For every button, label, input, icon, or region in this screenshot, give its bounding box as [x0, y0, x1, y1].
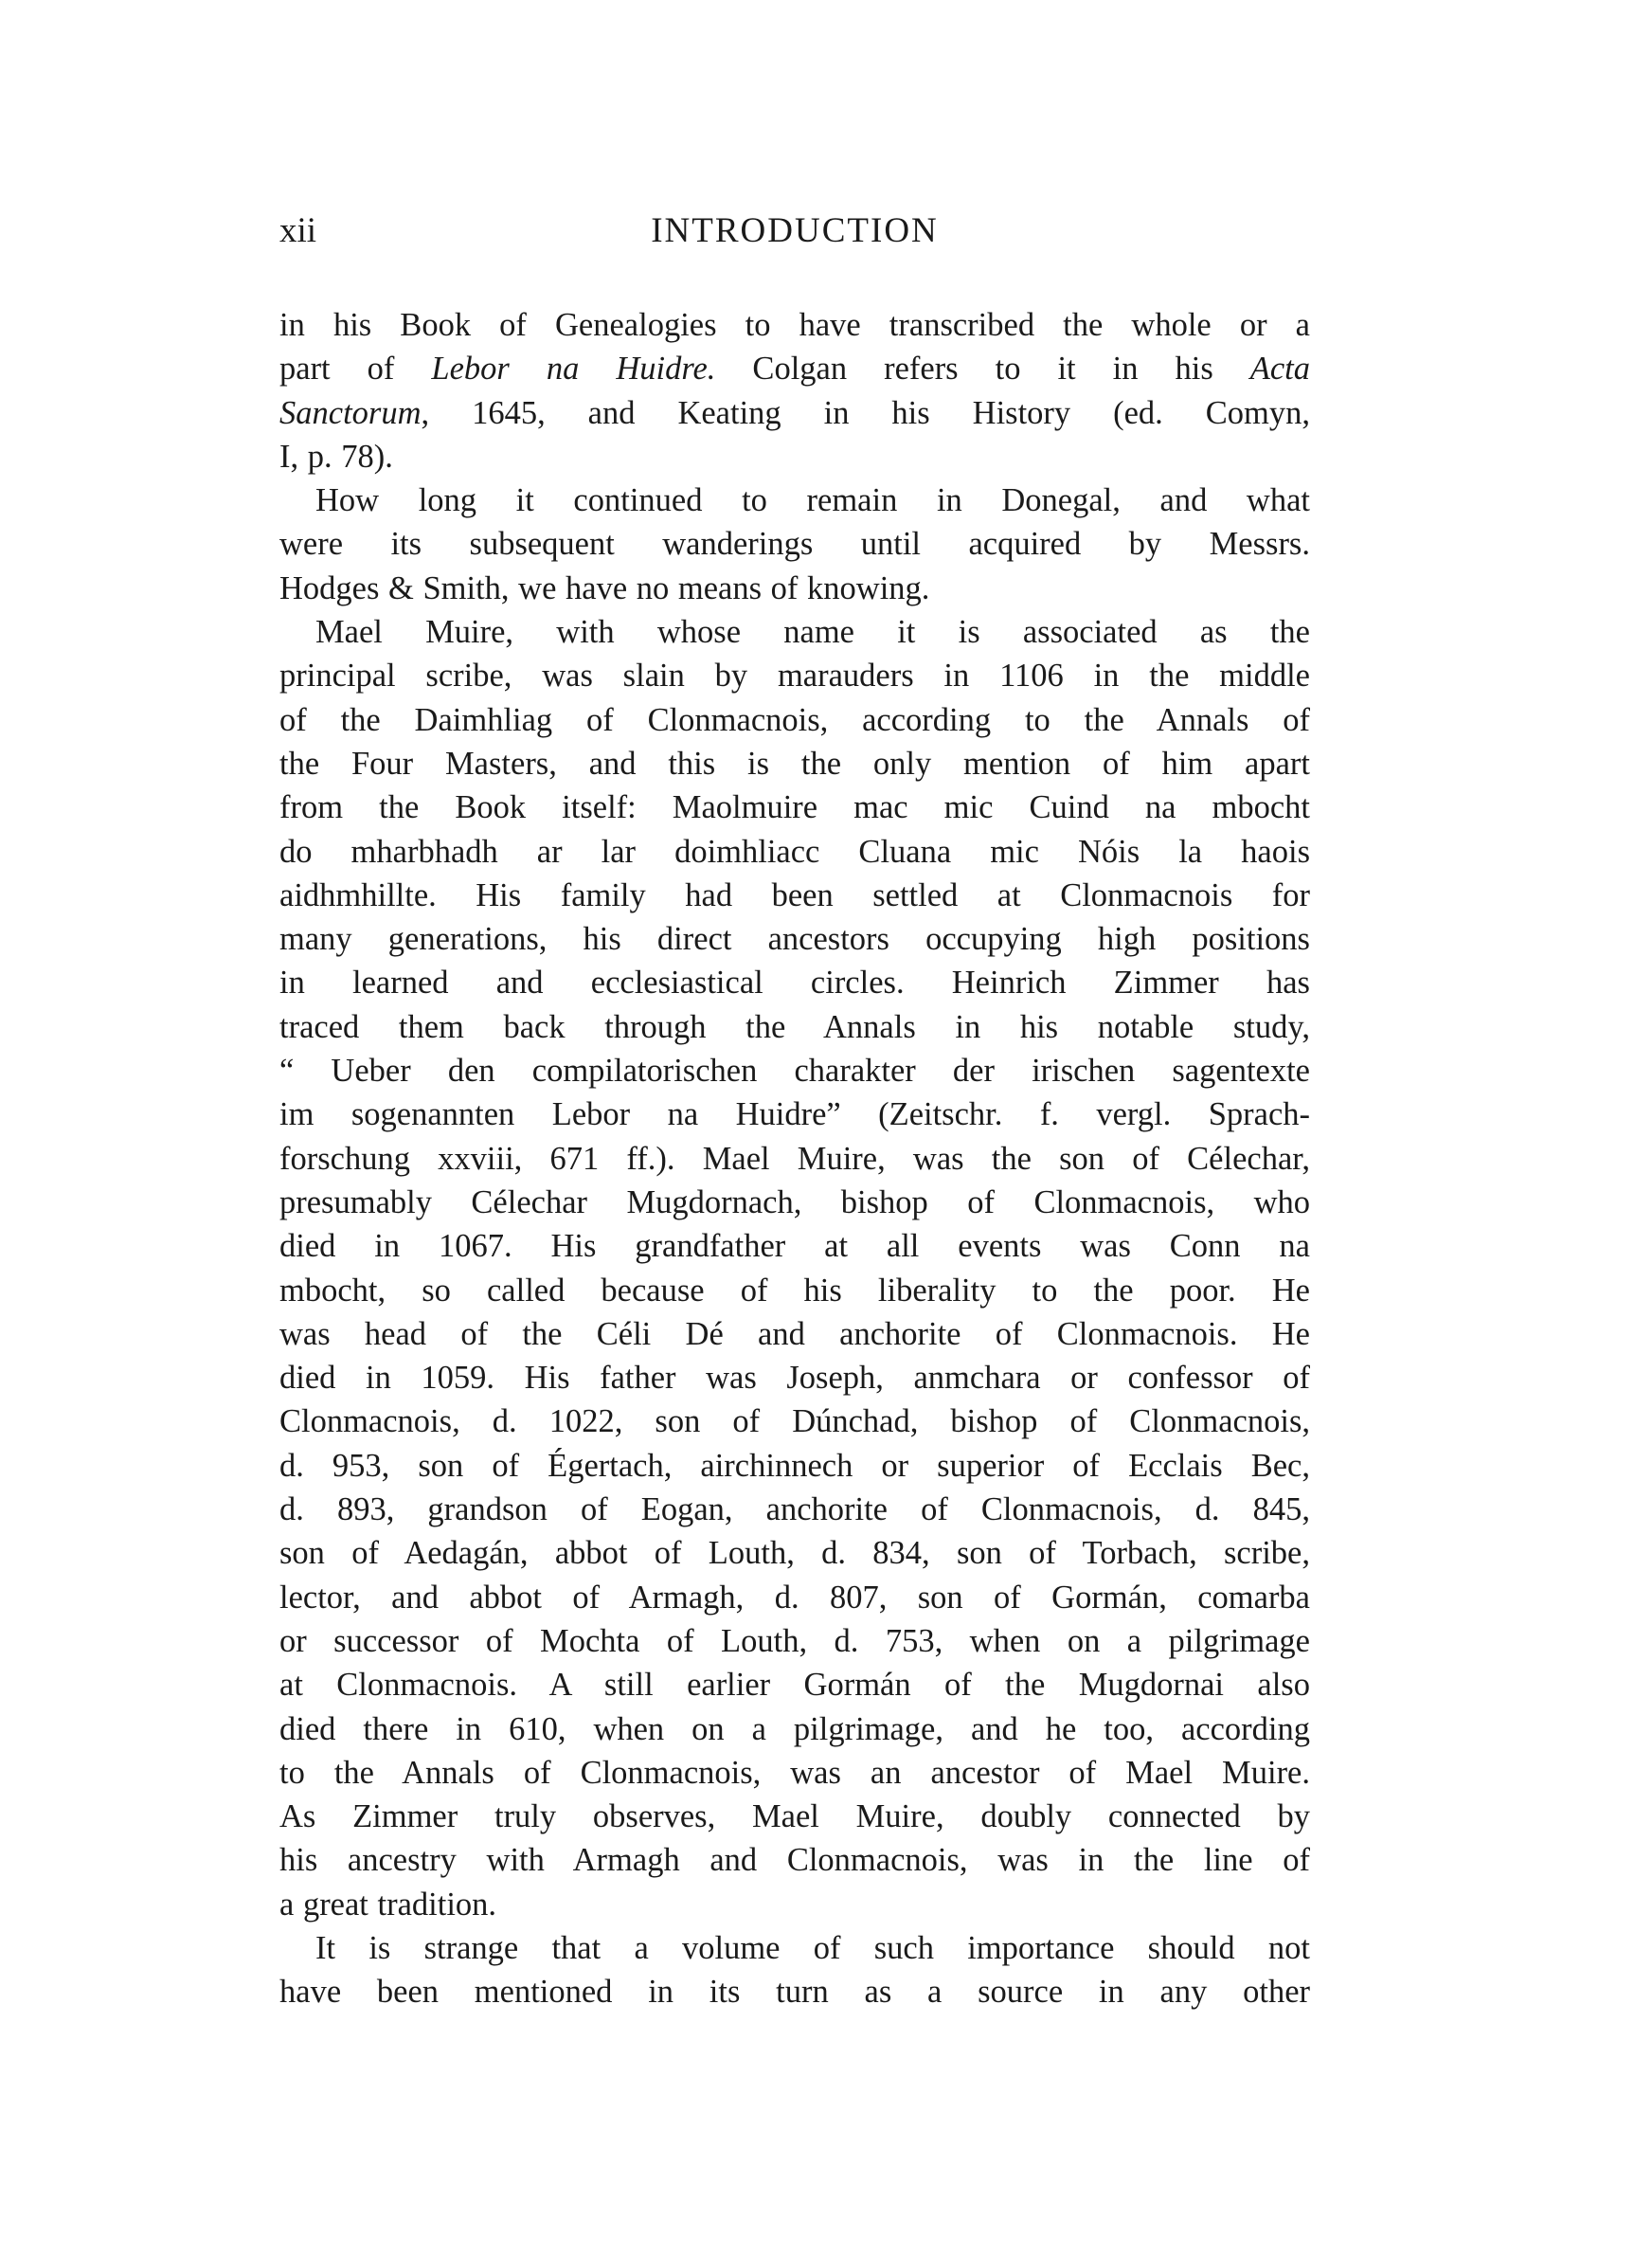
- text-line: [279, 1269, 1310, 1312]
- text-line: [279, 1619, 1310, 1663]
- text-span: traced them back through the Annals in his notable study,: [279, 1008, 1310, 1045]
- text-line: [279, 1005, 1310, 1049]
- text-line: [279, 1137, 1310, 1181]
- text-span: im sogenannten Lebor na Huidre” (Zeitschr. f. vergl. Sprach-: [279, 1096, 1310, 1133]
- text-line: [279, 1663, 1310, 1706]
- text-line: [279, 1970, 1310, 2013]
- text-line: [279, 1707, 1310, 1751]
- text-span: Colgan refers to it in his: [715, 351, 1250, 388]
- text-line: [279, 1092, 1310, 1136]
- paragraph: [279, 303, 1310, 478]
- text-span: to the Annals of Clonmacnois, was an ancestor of Mael Muire.: [279, 1754, 1310, 1791]
- text-span: at Clonmacnois. A still earlier Gormán of the Mugdornai also: [279, 1667, 1310, 1704]
- text-line: [279, 1444, 1310, 1488]
- text-span: was head of the Céli Dé and anchorite of Clonmacnois. He: [279, 1315, 1310, 1352]
- text-span: lector, and abbot of Armagh, d. 807, son of Gormán, comarba: [279, 1579, 1310, 1616]
- body-text: [279, 303, 1310, 2014]
- page-number: xii: [279, 211, 317, 250]
- text-span: I, p. 78).: [279, 438, 393, 475]
- text-span: his ancestry with Armagh and Clonmacnois, was in the line of: [279, 1842, 1310, 1879]
- text-line: [279, 830, 1310, 874]
- text-line: [279, 874, 1310, 917]
- text-line: [279, 1795, 1310, 1838]
- text-line: [279, 1883, 1310, 1926]
- text-line: [279, 1356, 1310, 1399]
- text-span: How long it continued to remain in Donegal, and what: [315, 482, 1310, 519]
- text-line: [279, 1181, 1310, 1224]
- text-span: Clonmacnois, d. 1022, son of Dúnchad, bishop of Clonmacnois,: [279, 1403, 1310, 1440]
- paragraph: [279, 1926, 1310, 2014]
- running-title: INTRODUCTION: [651, 211, 939, 250]
- text-line: [279, 347, 1310, 390]
- text-span: from the Book itself: Maolmuire mac mic Cuind na mbocht: [279, 789, 1310, 826]
- text-span: mbocht, so called because of his liberality to the poor. He: [279, 1272, 1310, 1309]
- text-line: [279, 1049, 1310, 1092]
- text-span: many generations, his direct ancestors occupying high positions: [279, 921, 1310, 958]
- text-span: As Zimmer truly observes, Mael Muire, doubly connected by: [279, 1798, 1310, 1835]
- text-span: died there in 610, when on a pilgrimage, and he too, according: [279, 1710, 1310, 1747]
- text-span: d. 893, grandson of Eogan, anchorite of Clonmacnois, d. 845,: [279, 1491, 1310, 1528]
- text-span: part of: [279, 351, 432, 388]
- text-line: [279, 1488, 1310, 1531]
- text-span: died in 1059. His father was Joseph, anmchara or confessor of: [279, 1360, 1310, 1397]
- text-line: [279, 478, 1310, 522]
- text-span: “ Ueber den compilatorischen charakter der irischen sagentexte: [279, 1053, 1310, 1090]
- text-span: forschung xxviii, 671 ff.). Mael Muire, was the son of Célechar,: [279, 1140, 1310, 1177]
- text-span: son of Aedagán, abbot of Louth, d. 834, son of Torbach, scribe,: [279, 1535, 1310, 1572]
- text-span: principal scribe, was slain by marauders in 1106 in the middle: [279, 658, 1310, 695]
- italic-text: Lebor na Huidre.: [431, 351, 716, 388]
- page-header: [279, 210, 1310, 258]
- text-span: presumably Célechar Mugdornach, bishop of Clonmacnois, who: [279, 1183, 1310, 1220]
- text-line: [279, 1751, 1310, 1795]
- text-span: aidhmhillte. His family had been settled at Clonmacnois for: [279, 876, 1310, 913]
- italic-text: Sanctorum: [279, 394, 422, 431]
- text-line: [279, 303, 1310, 347]
- text-line: [279, 654, 1310, 697]
- text-span: It is strange that a volume of such importance should not: [315, 1929, 1310, 1966]
- text-span: in learned and ecclesiastical circles. Heinrich Zimmer has: [279, 965, 1310, 1002]
- text-span: , 1645, and Keating in his History (ed. Comyn,: [421, 394, 1310, 431]
- text-span: do mharbhadh ar lar doimhliacc Cluana mic Nóis la haois: [279, 833, 1310, 870]
- text-line: [279, 1838, 1310, 1882]
- text-span: were its subsequent wanderings until acquired by Messrs.: [279, 526, 1310, 563]
- text-span: the Four Masters, and this is the only mention of him apart: [279, 745, 1310, 782]
- paragraph: [279, 478, 1310, 610]
- text-line: [279, 391, 1310, 435]
- text-span: d. 953, son of Égertach, airchinnech or superior of Ecclais Bec,: [279, 1447, 1310, 1484]
- text-line: [279, 1531, 1310, 1575]
- text-span: a great tradition.: [279, 1886, 497, 1923]
- text-line: [279, 785, 1310, 829]
- text-span: Hodges & Smith, we have no means of knowing.: [279, 569, 930, 606]
- text-line: [279, 1312, 1310, 1356]
- text-line: [279, 610, 1310, 654]
- text-span: or successor of Mochta of Louth, d. 753, when on a pilgrimage: [279, 1622, 1310, 1659]
- text-line: [279, 567, 1310, 610]
- text-span: Mael Muire, with whose name it is associated as the: [315, 614, 1310, 651]
- text-line: [279, 435, 1310, 478]
- text-line: [279, 1576, 1310, 1619]
- text-line: [279, 698, 1310, 742]
- text-line: [279, 1399, 1310, 1443]
- text-span: in his Book of Genealogies to have transcribed the whole or a: [279, 307, 1310, 343]
- text-line: [279, 917, 1310, 961]
- text-span: have been mentioned in its turn as a source in any other: [279, 1974, 1310, 2011]
- italic-text: Acta: [1249, 351, 1310, 388]
- text-line: [279, 1926, 1310, 1970]
- paragraph: [279, 610, 1310, 1926]
- text-span: of the Daimhliag of Clonmacnois, according to the Annals of: [279, 701, 1310, 738]
- text-line: [279, 522, 1310, 566]
- text-span: died in 1067. His grandfather at all events was Conn na: [279, 1228, 1310, 1265]
- text-line: [279, 961, 1310, 1004]
- text-line: [279, 742, 1310, 785]
- text-line: [279, 1224, 1310, 1268]
